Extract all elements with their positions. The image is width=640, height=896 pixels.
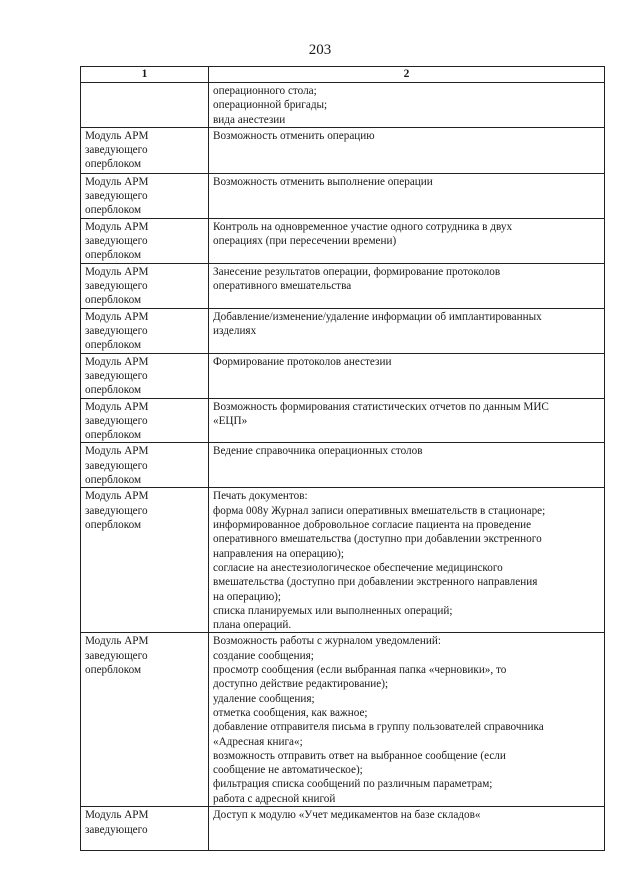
module-line: Модуль АРМ <box>85 175 149 188</box>
module-cell <box>81 173 209 218</box>
function-line: Возможность отменить операцию <box>213 129 375 142</box>
module-cell <box>81 263 209 308</box>
function-cell <box>209 633 605 807</box>
function-line: создание сообщения; <box>213 649 314 662</box>
module-line: заведующего <box>85 235 148 248</box>
module-cell <box>81 127 209 173</box>
function-line: Возможность отменить выполнение операции <box>213 175 433 188</box>
function-line: операционного стола; <box>213 85 317 97</box>
table-row <box>81 807 605 851</box>
table-header-row <box>81 67 605 83</box>
requirements-table <box>80 66 605 851</box>
column-header-1: 1 <box>81 67 209 83</box>
function-line: вмешательства (доступно при добавлении экстренного направления <box>213 576 538 589</box>
function-line: операциях (при пересечении времени) <box>213 235 397 248</box>
function-line: «ЕЦП» <box>213 414 248 427</box>
module-line: Модуль АРМ <box>85 129 149 142</box>
function-line: оперативного вмешательства (доступно при добавлении экстренного <box>213 533 542 546</box>
module-line: Модуль АРМ <box>85 220 149 233</box>
table-body <box>81 83 605 851</box>
function-line: Контроль на одновременное участие одного сотрудника в двух <box>213 220 513 233</box>
function-cell <box>209 127 605 173</box>
module-line: Модуль АРМ <box>85 310 149 323</box>
function-line: Занесение результатов операции, формирование протоколов <box>213 265 501 278</box>
module-cell <box>81 633 209 807</box>
module-line: оперблоком <box>85 158 142 171</box>
module-line: оперблоком <box>85 204 142 217</box>
module-line: Модуль АРМ <box>85 265 149 278</box>
table-row <box>81 127 605 173</box>
module-cell <box>81 218 209 263</box>
table-row <box>81 633 605 807</box>
function-line: возможность отправить ответ на выбранное сообщение (если <box>213 749 506 762</box>
module-line: заведующего <box>85 369 148 382</box>
module-line: заведующего <box>85 459 148 472</box>
module-line: оперблоком <box>85 519 142 532</box>
function-line: Печать документов: <box>213 490 308 503</box>
module-line: оперблоком <box>85 664 142 677</box>
table-row <box>81 218 605 263</box>
table-row <box>81 83 605 128</box>
function-cell <box>209 488 605 633</box>
table-row <box>81 308 605 353</box>
function-cell <box>209 807 605 851</box>
module-line: Модуль АРМ <box>85 355 149 368</box>
function-line: работа с адресной книгой <box>213 792 336 805</box>
function-line: фильтрация списка сообщений по различным параметрам; <box>213 778 493 791</box>
module-cell <box>81 398 209 443</box>
function-line: просмотр сообщения (если выбранная папка «черновики», то <box>213 664 507 677</box>
module-line: оперблоком <box>85 339 142 352</box>
module-cell <box>81 443 209 488</box>
module-line: оперблоком <box>85 429 142 442</box>
module-line: Модуль АРМ <box>85 400 149 413</box>
function-cell <box>209 308 605 353</box>
table-row <box>81 263 605 308</box>
module-line: Модуль АРМ <box>85 635 149 648</box>
module-cell <box>81 353 209 398</box>
module-cell <box>81 488 209 633</box>
module-line: заведующего <box>85 280 148 293</box>
module-line: оперблоком <box>85 249 142 262</box>
function-line: плана операций. <box>213 619 292 632</box>
module-line: заведующего <box>85 144 148 157</box>
module-line: заведующего <box>85 649 148 662</box>
function-line: Ведение справочника операционных столов <box>213 445 423 458</box>
function-line: отметка сообщения, как важное; <box>213 706 368 719</box>
table-row <box>81 173 605 218</box>
function-line: Формирование протоколов анестезии <box>213 355 392 368</box>
module-cell <box>81 807 209 851</box>
module-line: заведующего <box>85 325 148 338</box>
function-line: вида анестезии <box>213 113 286 126</box>
module-line: заведующего <box>85 190 148 203</box>
module-cell <box>81 308 209 353</box>
function-line: Доступ к модулю «Учет медикаментов на базе складов« <box>213 809 481 822</box>
function-line: форма 008у Журнал записи оперативных вмешательств в стационаре; <box>213 504 546 517</box>
function-line: сообщение не автоматическое); <box>213 764 363 777</box>
function-cell <box>209 353 605 398</box>
function-line: «Адресная книга«; <box>213 735 303 748</box>
function-line: добавление отправителя письма в группу пользователей справочника <box>213 721 544 734</box>
page-number: 203 <box>308 42 332 58</box>
table-row <box>81 488 605 633</box>
module-line: оперблоком <box>85 474 142 487</box>
function-cell <box>209 83 605 128</box>
function-line: доступно действие редактирование); <box>213 678 389 691</box>
function-line: согласие на анестезиологическое обеспечение медицинского <box>213 561 503 574</box>
function-cell <box>209 173 605 218</box>
table-row <box>81 353 605 398</box>
module-line: оперблоком <box>85 294 142 307</box>
function-line: операционной бригады; <box>213 99 328 112</box>
function-line: изделиях <box>213 325 257 338</box>
module-line: Модуль АРМ <box>85 490 149 503</box>
function-line: списка планируемых или выполненных операций; <box>213 604 453 617</box>
function-line: информированное добровольное согласие пациента на проведение <box>213 519 532 532</box>
function-line: удаление сообщения; <box>213 692 315 705</box>
column-header-2: 2 <box>209 67 605 83</box>
function-line: направления на операцию); <box>213 547 344 560</box>
function-cell <box>209 218 605 263</box>
function-cell <box>209 263 605 308</box>
table-row <box>81 398 605 443</box>
module-line: заведующего <box>85 414 148 427</box>
module-cell <box>81 83 209 128</box>
module-line: заведующего <box>85 504 148 517</box>
module-line: заведующего <box>85 823 148 836</box>
function-cell <box>209 398 605 443</box>
module-line: Модуль АРМ <box>85 445 149 458</box>
module-line: Модуль АРМ <box>85 809 149 822</box>
function-line: Возможность работы с журналом уведомлений: <box>213 635 441 648</box>
function-line: Добавление/изменение/удаление информации об имплантированных <box>213 310 542 323</box>
function-line: на операцию); <box>213 590 282 603</box>
function-cell <box>209 443 605 488</box>
table-row <box>81 443 605 488</box>
module-line: оперблоком <box>85 384 142 397</box>
function-line: оперативного вмешательства <box>213 280 352 293</box>
function-line: Возможность формирования статистических отчетов по данным МИС <box>213 400 549 413</box>
